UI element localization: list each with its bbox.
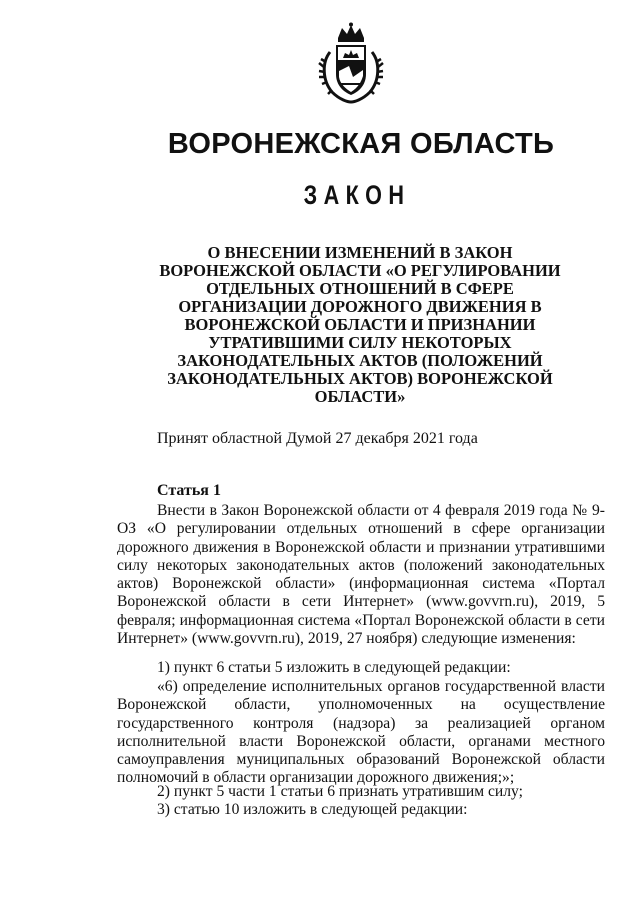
adoption-note: Принят областной Думой 27 декабря 2021 года — [157, 430, 478, 447]
amendment-item-3: 3) статью 10 изложить в следующей редакции: — [157, 801, 468, 818]
region-heading: ВОРОНЕЖСКАЯ ОБЛАСТЬ — [167, 128, 555, 160]
article-heading: Статья 1 — [157, 482, 221, 499]
amendment-item-1: 1) пункт 6 статьи 5 изложить в следующей редакции: — [157, 659, 511, 676]
amendment-item-2: 2) пункт 5 части 1 статьи 6 признать утратившим силу; — [157, 783, 523, 800]
article-intro-paragraph: Внести в Закон Воронежской области от 4 февраля 2019 года № 9-ОЗ «О регулировании отдельных отношений в сфере организации дорожного движения в Воронежской области и признании утратившими силу некоторых законодательных актов (положений законодательных актов) Воронежской области» (информационная система «Портал Воронежской области в сети Интернет» (www.govvrn.ru), 2019, 5 февраля; информационная система «Портал Воронежской области в сети Интернет» (www.govvrn.ru), 2019, 27 ноября) следующие изменения: — [117, 502, 605, 648]
amendment-item-1-text: «6) определение исполнительных органов государственной власти Воронежской области, уполномоченных на осуществление государственного контроля (надзора) за реализацией органом исполнительной власти Воронежской области, органами местного самоуправления муниципальных образований Воронежской области полномочий в области организации дорожного движения;»; — [117, 678, 605, 787]
document-type-heading: ЗАКОН — [303, 180, 411, 210]
law-title: О ВНЕСЕНИИ ИЗМЕНЕНИЙ В ЗАКОН ВОРОНЕЖСКОЙ ОБЛАСТИ «О РЕГУЛИРОВАНИИ ОТДЕЛЬНЫХ ОТНОШЕНИЙ В СФЕРЕ ОРГАНИЗАЦИИ ДОРОЖНОГО ДВИЖЕНИЯ В ВОРОНЕЖСКОЙ ОБЛАСТИ И ПРИЗНАНИИ УТРАТИВШИМИ СИЛУ НЕКОТОРЫХ ЗАКОНОДАТЕЛЬНЫХ АКТОВ (ПОЛОЖЕНИЙ ЗАКОНОДАТЕЛЬНЫХ АКТОВ) ВОРОНЕЖСКОЙ ОБЛАСТИ» — [159, 243, 561, 406]
coat-of-arms-icon — [316, 22, 386, 104]
